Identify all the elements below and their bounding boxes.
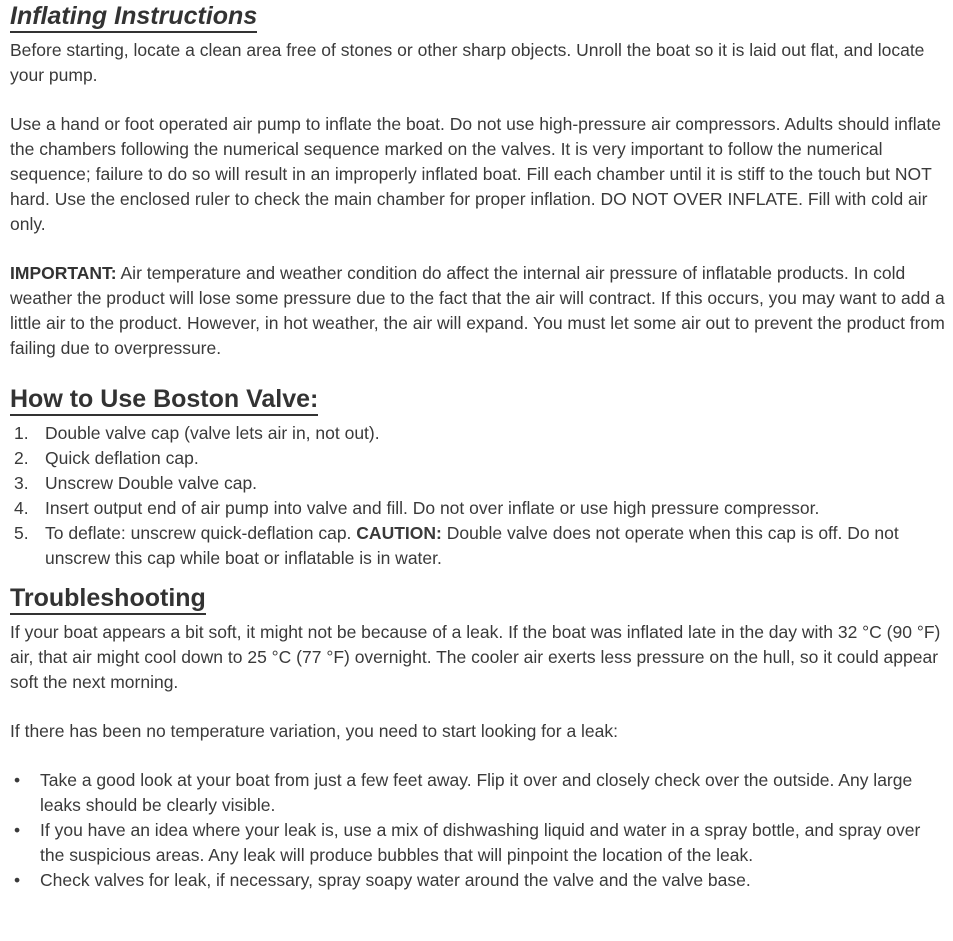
para-important	[10, 261, 945, 361]
para-soft-boat: If your boat appears a bit soft, it might not be because of a leak. If the boat was inflated late in the day with 32 °C (90 °F) air, that air might cool down to 25 °C (77 °F) overnight. The cooler air exerts less pressure on the hull, so it could appear soft the next morning.	[10, 622, 941, 692]
leak-check-item-1: • Take a good look at your boat from just a few feet away. Flip it over and closely check over the outside. Any large leaks should be clearly visible.	[40, 768, 945, 818]
heading-boston-valve	[10, 385, 945, 416]
para-look-for-leak: If there has been no temperature variation, you need to start looking for a leak:	[10, 721, 619, 741]
leak-check-item-2: • If you have an idea where your leak is, use a mix of dishwashing liquid and water in a spray bottle, and spray over the suspicious areas. Any leak will produce bubbles that will pinpoint the location of the leak.	[40, 818, 945, 868]
important-text: Air temperature and weather condition do affect the internal air pressure of inflatable products. In cold weather the product will lose some pressure due to the fact that the air will contract. If this occurs, you may want to add a little air to the product. However, in hot weather, the air will expand. You must let some air out to prevent the product from failing due to overpressure.	[10, 263, 945, 358]
section-boston-valve	[10, 385, 945, 571]
boston-valve-steps	[10, 421, 945, 571]
instruction-document	[10, 2, 945, 893]
section-inflating-instructions	[10, 2, 945, 361]
leak-check-list	[10, 768, 945, 893]
leak-check-item-3: • Check valves for leak, if necessary, spray soapy water around the valve and the valve base.	[40, 868, 945, 893]
valve-step-1: Double valve cap (valve lets air in, not out).	[45, 423, 380, 443]
step5-pre: To deflate: unscrew quick-deflation cap.	[45, 523, 357, 543]
important-label: IMPORTANT:	[10, 263, 117, 283]
para-preparation: Before starting, locate a clean area free of stones or other sharp objects. Unroll the boat so it is laid out flat, and locate your pump.	[10, 40, 925, 85]
section-troubleshooting	[10, 584, 945, 893]
heading-troubleshooting	[10, 584, 945, 615]
valve-step-5	[45, 521, 945, 571]
heading-text: Inflating Instructions	[10, 2, 257, 33]
heading-inflating-instructions	[10, 2, 945, 33]
heading-text: Troubleshooting	[10, 584, 206, 615]
valve-step-3: Unscrew Double valve cap.	[45, 473, 258, 493]
valve-step-2: Quick deflation cap.	[45, 448, 199, 468]
step5-post: Double valve does not operate when this cap is off. Do not unscrew this cap while boat or inflatable is in water.	[45, 523, 899, 568]
para-pump-usage: Use a hand or foot operated air pump to inflate the boat. Do not use high-pressure air compressors. Adults should inflate the chambers following the numerical sequence marked on the valves. It is very important to follow the numerical sequence; failure to do so will result in an improperly inflated boat. Fill each chamber until it is stiff to the touch but NOT hard. Use the enclosed ruler to check the main chamber for proper inflation. DO NOT OVER INFLATE. Fill with cold air only.	[10, 114, 941, 234]
caution-label: CAUTION:	[356, 523, 442, 543]
valve-step-4: Insert output end of air pump into valve and fill. Do not over inflate or use high pressure compressor.	[45, 498, 820, 518]
heading-text: How to Use Boston Valve:	[10, 385, 318, 416]
